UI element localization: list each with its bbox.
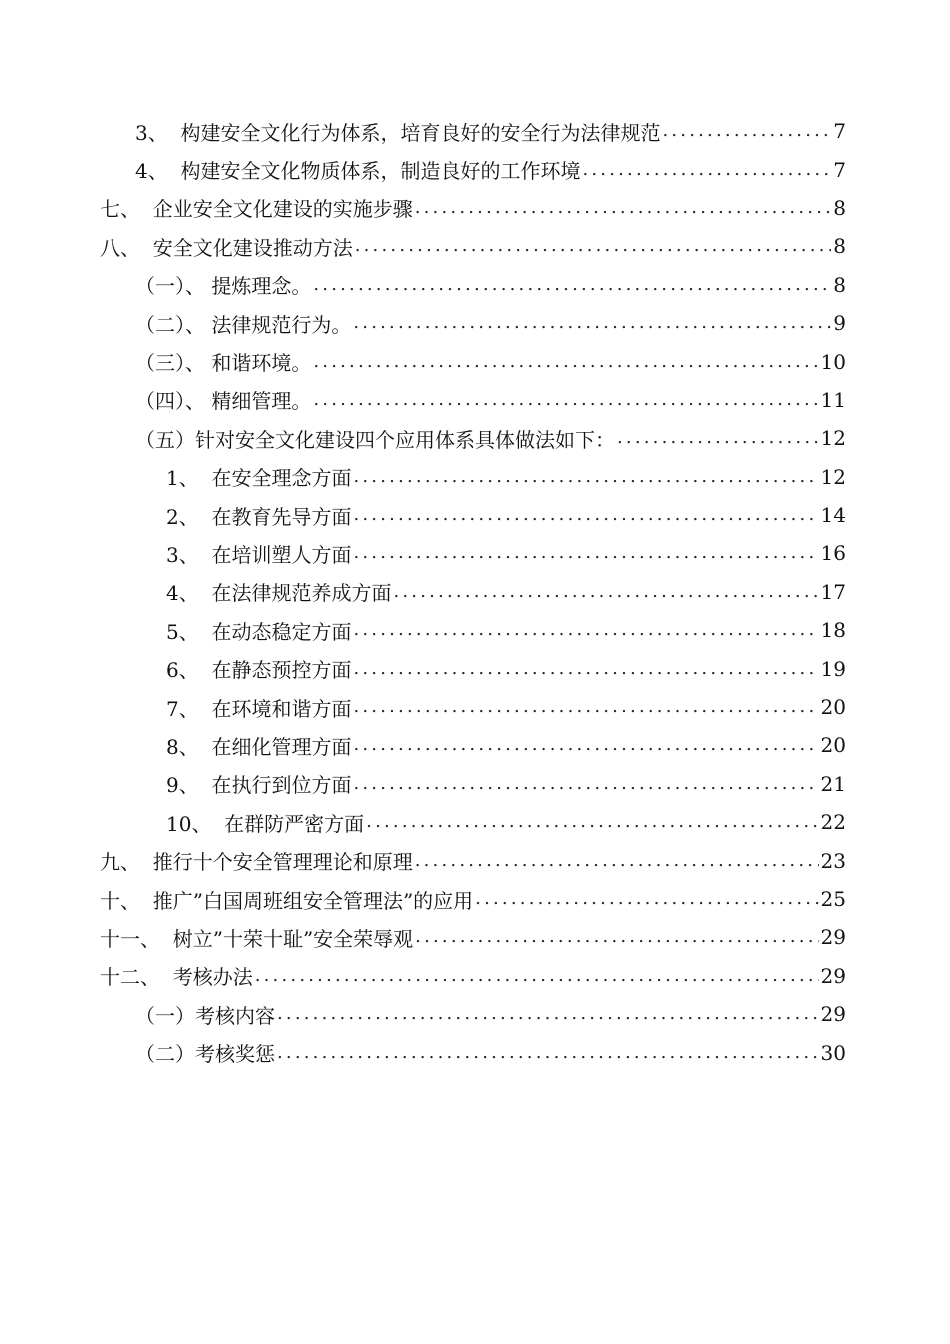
toc-dot-leader bbox=[355, 237, 832, 255]
toc-entry-page-number: 16 bbox=[820, 541, 846, 566]
toc-dot-leader bbox=[353, 314, 831, 332]
toc-dot-leader bbox=[255, 967, 819, 985]
toc-entry-title: 考核奖惩 bbox=[195, 1042, 275, 1067]
toc-entry-title: 在动态稳定方面 bbox=[211, 619, 352, 644]
toc-dot-leader bbox=[353, 544, 818, 562]
toc-entry-number: 8、 bbox=[166, 734, 212, 759]
toc-entry-number: 2、 bbox=[166, 504, 212, 529]
toc-entry-title: 和谐环境。 bbox=[211, 351, 312, 376]
toc-entry-number: 十一、 bbox=[100, 926, 173, 951]
toc-dot-leader bbox=[415, 928, 818, 946]
toc-entry[interactable] bbox=[0, 573, 950, 611]
toc-entry[interactable] bbox=[0, 496, 950, 534]
toc-entry-number: 3、 bbox=[166, 542, 212, 567]
toc-entry-number: （三）、 bbox=[135, 351, 212, 376]
toc-entry[interactable] bbox=[0, 765, 950, 803]
toc-entry-number: 九、 bbox=[100, 850, 153, 875]
toc-entry-page-number: 25 bbox=[820, 887, 846, 911]
toc-entry[interactable] bbox=[0, 304, 950, 342]
toc-entry-title: 在细化管理方面 bbox=[211, 734, 352, 759]
toc-entry[interactable] bbox=[0, 381, 950, 419]
toc-entry-title: 考核办法 bbox=[172, 965, 253, 990]
toc-entry-page-number: 29 bbox=[820, 925, 846, 950]
toc-entry-title: 在安全理念方面 bbox=[211, 466, 352, 491]
toc-entry-page-number: 9 bbox=[833, 311, 846, 336]
toc-entry-title: 推广”白国周班组安全管理法”的应用 bbox=[152, 888, 474, 913]
toc-entry-page-number: 14 bbox=[820, 503, 846, 528]
toc-entry[interactable] bbox=[0, 918, 950, 956]
toc-entry[interactable] bbox=[0, 880, 950, 918]
toc-entry[interactable] bbox=[0, 1033, 950, 1071]
toc-entry-number: （四）、 bbox=[135, 389, 212, 414]
toc-entry-number: 3、 bbox=[135, 120, 181, 145]
toc-entry[interactable] bbox=[0, 688, 950, 726]
toc-entry-title: 针对安全文化建设四个应用体系具体做法如下： bbox=[195, 427, 615, 452]
toc-entry[interactable] bbox=[0, 803, 950, 841]
toc-entry-page-number: 17 bbox=[820, 579, 846, 604]
toc-entry-title: 法律规范行为。 bbox=[211, 312, 352, 337]
toc-dot-leader bbox=[353, 468, 818, 486]
toc-dot-leader bbox=[617, 429, 819, 447]
toc-entry-page-number: 12 bbox=[820, 426, 846, 451]
toc-entry-title: 构建安全文化物质体系，制造良好的工作环境 bbox=[180, 159, 581, 184]
toc-dot-leader bbox=[313, 276, 831, 294]
toc-entry-number: 10、 bbox=[166, 811, 225, 836]
toc-entry-number: 1、 bbox=[166, 466, 212, 491]
toc-dot-leader bbox=[353, 506, 818, 524]
toc-entry[interactable] bbox=[0, 841, 950, 879]
toc-entry-title: 树立”十荣十耻”安全荣辱观 bbox=[172, 926, 414, 951]
toc-entry-title: 构建安全文化行为体系，培育良好的安全行为法律规范 bbox=[180, 120, 661, 145]
toc-entry[interactable] bbox=[0, 534, 950, 572]
toc-entry-number: 5、 bbox=[166, 619, 212, 644]
toc-dot-leader bbox=[353, 736, 818, 754]
toc-entry-page-number: 19 bbox=[820, 656, 846, 681]
toc-dot-leader bbox=[415, 199, 832, 217]
toc-entry-number: 七、 bbox=[100, 197, 153, 222]
toc-dot-leader bbox=[353, 660, 818, 678]
toc-entry-page-number: 21 bbox=[820, 771, 846, 796]
toc-dot-leader bbox=[353, 775, 818, 793]
toc-dot-leader bbox=[277, 1044, 819, 1062]
toc-entry-page-number: 23 bbox=[820, 848, 846, 873]
toc-entry-title: 在环境和谐方面 bbox=[211, 696, 352, 721]
toc-entry[interactable] bbox=[0, 419, 950, 457]
toc-entry-title: 在培训塑人方面 bbox=[211, 542, 352, 567]
toc-dot-leader bbox=[366, 813, 818, 831]
toc-entry-number: 4、 bbox=[135, 159, 181, 184]
toc-entry[interactable] bbox=[0, 266, 950, 304]
toc-entry-page-number: 20 bbox=[820, 733, 846, 758]
toc-entry-title: 安全文化建设推动方法 bbox=[152, 235, 353, 260]
toc-entry-page-number: 8 bbox=[833, 195, 846, 220]
toc-entry-title: 在静态预控方面 bbox=[211, 658, 352, 683]
toc-dot-leader bbox=[277, 1005, 819, 1023]
toc-entry-number: 十、 bbox=[100, 888, 153, 913]
toc-entry[interactable] bbox=[0, 995, 950, 1033]
toc-entry-page-number: 7 bbox=[833, 157, 846, 182]
toc-entry-number: 十二、 bbox=[100, 965, 173, 990]
toc-entry-page-number: 30 bbox=[820, 1040, 846, 1065]
toc-entry-page-number: 18 bbox=[820, 618, 846, 643]
toc-entry-title: 提炼理念。 bbox=[211, 274, 312, 299]
toc-entry-page-number: 20 bbox=[820, 695, 846, 720]
toc-entry[interactable] bbox=[0, 342, 950, 380]
toc-dot-leader bbox=[475, 890, 818, 908]
toc-dot-leader bbox=[313, 391, 818, 409]
toc-entry-title: 精细管理。 bbox=[211, 389, 312, 414]
toc-entry-number: 7、 bbox=[166, 696, 212, 721]
toc-dot-leader bbox=[662, 122, 831, 140]
toc-dot-leader bbox=[353, 698, 818, 716]
toc-entry-title: 在执行到位方面 bbox=[211, 773, 352, 798]
toc-entry[interactable] bbox=[0, 150, 950, 188]
toc-entry[interactable] bbox=[0, 611, 950, 649]
toc-entry-page-number: 8 bbox=[833, 272, 846, 297]
toc-entry[interactable] bbox=[0, 112, 950, 150]
toc-entry-page-number: 29 bbox=[820, 963, 846, 988]
toc-entry-number: （五） bbox=[135, 427, 195, 452]
toc-entry[interactable] bbox=[0, 189, 950, 227]
toc-entry-title: 在法律规范养成方面 bbox=[211, 581, 392, 606]
toc-entry-number: 八、 bbox=[100, 235, 153, 260]
toc-entry-number: 9、 bbox=[166, 773, 212, 798]
toc-entry-number: （一） bbox=[135, 1003, 195, 1028]
toc-entry-number: 4、 bbox=[166, 581, 212, 606]
table-of-contents bbox=[0, 112, 950, 1072]
toc-entry-page-number: 10 bbox=[820, 349, 846, 374]
toc-entry[interactable] bbox=[0, 957, 950, 995]
toc-entry-title: 推行十个安全管理理论和原理 bbox=[152, 850, 413, 875]
toc-entry-page-number: 7 bbox=[833, 119, 846, 144]
toc-entry-page-number: 12 bbox=[820, 464, 846, 489]
toc-dot-leader bbox=[313, 353, 818, 371]
toc-entry-title: 在教育先导方面 bbox=[211, 504, 352, 529]
toc-entry-page-number: 8 bbox=[833, 234, 846, 259]
toc-dot-leader bbox=[393, 583, 818, 601]
toc-entry-title: 考核内容 bbox=[195, 1003, 275, 1028]
toc-entry-page-number: 22 bbox=[820, 810, 846, 835]
toc-entry-title: 企业安全文化建设的实施步骤 bbox=[152, 197, 413, 222]
toc-entry-number: （二）、 bbox=[135, 312, 212, 337]
toc-entry-number: （二） bbox=[135, 1042, 195, 1067]
toc-dot-leader bbox=[582, 161, 831, 179]
toc-entry[interactable] bbox=[0, 227, 950, 265]
toc-entry[interactable] bbox=[0, 649, 950, 687]
toc-entry[interactable] bbox=[0, 458, 950, 496]
toc-entry-number: （一）、 bbox=[135, 274, 212, 299]
toc-entry-page-number: 11 bbox=[820, 387, 846, 412]
toc-dot-leader bbox=[353, 621, 818, 639]
toc-entry-page-number: 29 bbox=[820, 1002, 846, 1027]
toc-dot-leader bbox=[415, 852, 819, 870]
toc-entry-number: 6、 bbox=[166, 658, 212, 683]
toc-entry[interactable] bbox=[0, 726, 950, 764]
toc-entry-title: 在群防严密方面 bbox=[224, 811, 365, 836]
